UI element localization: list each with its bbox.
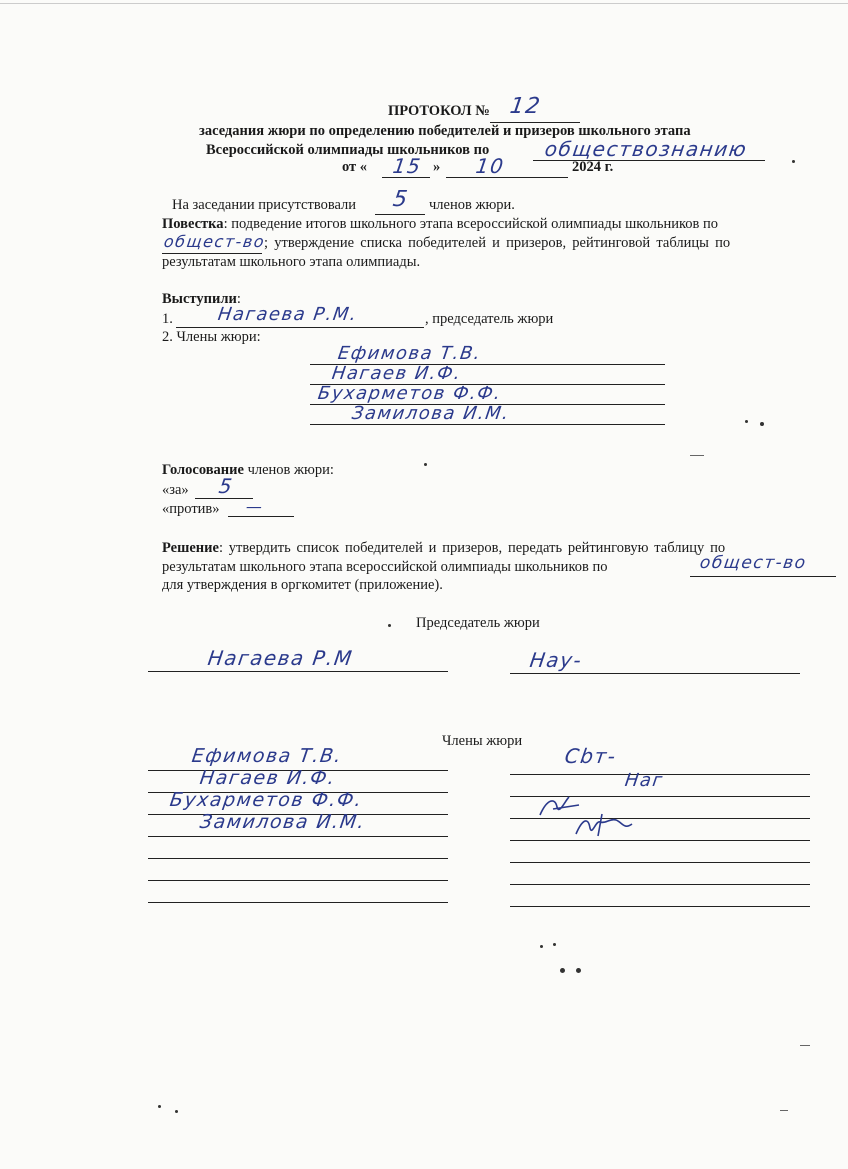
chair-name-underline <box>148 671 448 672</box>
member-name: Бухарметов Ф.Ф. <box>168 789 365 811</box>
date-mid: » <box>433 159 441 175</box>
scan-speck <box>760 422 764 426</box>
subject-handwritten: обществознанию <box>543 137 749 161</box>
attendance-prefix: На заседании присутствовали <box>172 197 357 213</box>
decision-line-2: результатам школьного этапа всероссийской олимпиады школьников по <box>162 559 608 575</box>
chair-name: Нагаева Р.М <box>206 646 355 670</box>
vote-against-label: «против» <box>162 501 220 517</box>
member-signature-2: Наг <box>623 770 666 791</box>
protocol-title: ПРОТОКОЛ № <box>388 103 490 119</box>
member-name: Нагаев И.Ф. <box>198 767 338 789</box>
vote-for-label: «за» <box>162 482 189 498</box>
speaker-member-name: Бухарметов Ф.Ф. <box>316 383 504 404</box>
member-name-line-4 <box>148 836 448 837</box>
member-name-line-6 <box>148 880 448 881</box>
scan-mark <box>0 3 848 4</box>
header-line-2: заседания жюри по определению победителей и призеров школьного этапа <box>199 123 691 139</box>
speaker-chair-name: Нагаева Р.М. <box>216 304 359 325</box>
scan-speck <box>424 463 427 466</box>
date-month: 10 <box>474 154 507 178</box>
scan-speck <box>158 1105 161 1108</box>
scan-mark <box>690 455 704 456</box>
member-line-4 <box>310 424 665 425</box>
agenda-line-3: результатам школьного этапа олимпиады. <box>162 254 421 270</box>
scan-speck <box>540 945 543 948</box>
speaker-1-suffix: , председатель жюри <box>425 311 554 327</box>
month-line <box>446 177 568 178</box>
members-block-title: Члены жюри <box>442 733 523 749</box>
scan-mark <box>780 1110 788 1111</box>
decision-line-1: Решение: утвердить список победителей и призеров, передать рейтинговую таблицу по <box>162 540 726 556</box>
member-name: Замилова И.М. <box>198 811 367 833</box>
scan-speck <box>175 1110 178 1113</box>
chair-signature: Нау- <box>528 648 585 672</box>
member-signature-line-4 <box>510 840 810 841</box>
member-name-line-5 <box>148 858 448 859</box>
voting-label: Голосование членов жюри: <box>162 462 334 478</box>
member-signature-line-5 <box>510 862 810 863</box>
date-day: 15 <box>391 154 424 178</box>
chair-name-line <box>176 327 424 328</box>
agenda-line-2: ; утверждение списка победителей и призеров, рейтинговой таблицы по <box>264 235 731 251</box>
decision-subject: общест-во <box>698 553 809 573</box>
header-line-3: Всероссийской олимпиады школьников по <box>206 142 490 158</box>
scan-speck <box>560 968 565 973</box>
attendance-line <box>375 214 425 215</box>
member-name: Ефимова Т.В. <box>190 745 344 767</box>
speaker-1-prefix: 1. <box>162 311 173 327</box>
agenda-line-1: Повестка: подведение итогов школьного этапа всероссийской олимпиады школьников по <box>162 216 719 232</box>
speaker-member-name: Замилова И.М. <box>350 403 512 424</box>
decision-subject-line <box>690 576 836 577</box>
member-name-line-7 <box>148 902 448 903</box>
scan-speck <box>553 943 556 946</box>
member-signature-line-7 <box>510 906 810 907</box>
decision-line-3: для утверждения в оргкомитет (приложение). <box>162 577 443 593</box>
scan-speck <box>388 624 391 627</box>
attendance-suffix: членов жюри. <box>429 197 515 213</box>
vote-against-line <box>228 516 294 517</box>
vote-for-line <box>195 498 253 499</box>
chair-block-title: Председатель жюри <box>416 615 540 631</box>
scan-mark <box>800 1045 810 1046</box>
protocol-number: 12 <box>508 94 543 119</box>
agenda-subject: общест-во <box>162 232 267 251</box>
scan-speck <box>792 160 795 163</box>
speaker-member-name: Ефимова Т.В. <box>336 343 483 364</box>
speakers-label: Выступили: <box>162 291 241 307</box>
member-signature-1: Сbт- <box>563 744 619 768</box>
date-year: 2024 г. <box>572 159 614 175</box>
scan-speck <box>576 968 581 973</box>
member-signature-line-6 <box>510 884 810 885</box>
chair-signature-line <box>510 673 800 674</box>
member-signature-4-mark <box>572 810 642 840</box>
speaker-2-label: 2. Члены жюри: <box>162 329 261 345</box>
speaker-member-name: Нагаев И.Ф. <box>330 363 463 384</box>
date-line: от « <box>342 159 368 175</box>
vote-against-value: — <box>244 497 265 516</box>
scan-speck <box>745 420 748 423</box>
vote-for-value: 5 <box>217 474 235 498</box>
attendance-count: 5 <box>391 187 411 212</box>
